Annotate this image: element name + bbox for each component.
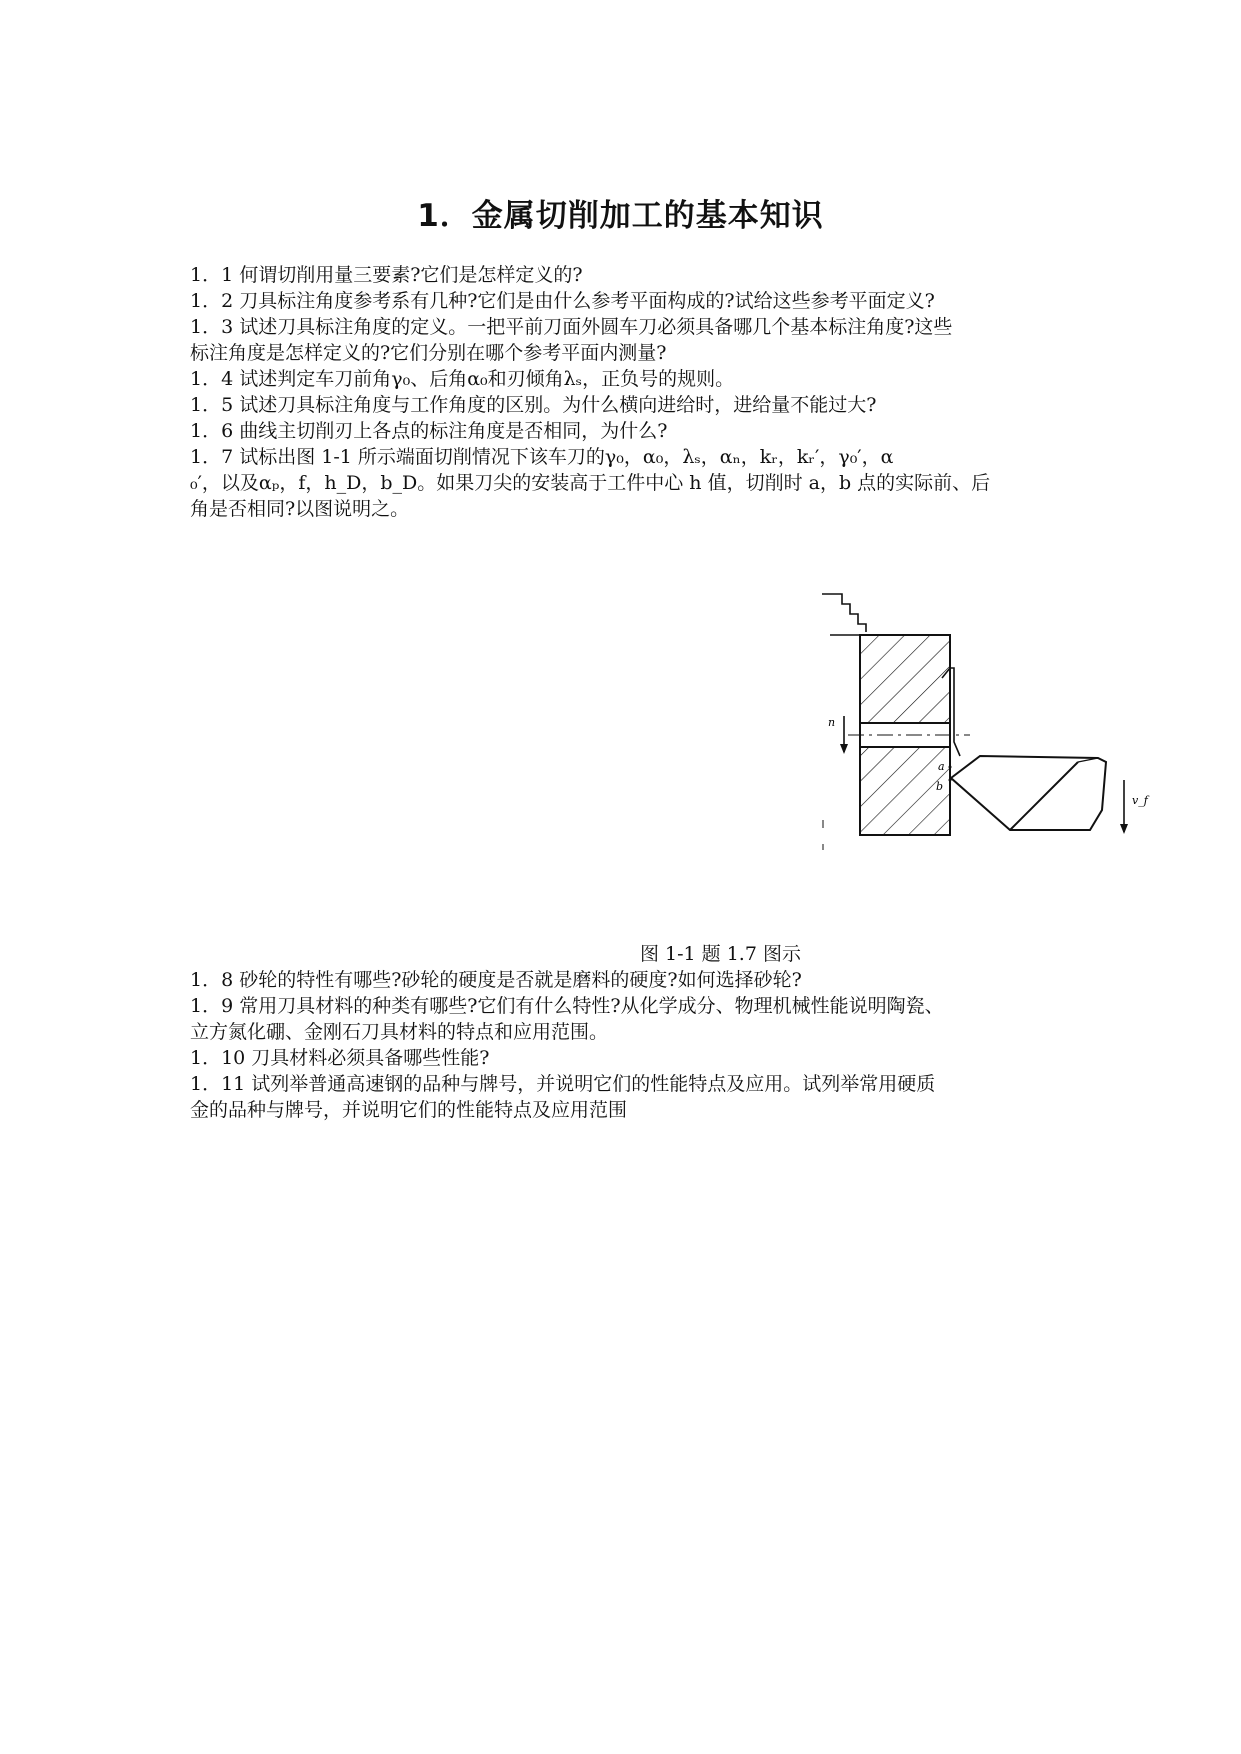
label-vf: v_f [1132,794,1148,807]
question-list-b [190,967,1070,1123]
question-1-1: 1．1 何谓切削用量三要素?它们是怎样定义的? [190,264,583,286]
question-1-4: 1．4 试述判定车刀前角γ₀、后角α₀和刃倾角λₛ，正负号的规则。 [190,368,735,390]
question-1-11-cont: 金的品种与牌号，并说明它们的性能特点及应用范围 [190,1099,628,1121]
workpiece-upper [860,635,950,723]
question-list-a [190,262,1070,522]
question-1-2: 1．2 刀具标注角度参考系有几种?它们是由什么参考平面构成的?试给这些参考平面定义? [190,290,935,312]
question-1-8: 1．8 砂轮的特性有哪些?砂轮的硬度是否就是磨料的硬度?如何选择砂轮? [190,969,802,991]
question-1-3: 1．3 试述刀具标注角度的定义。一把平前刀面外圆车刀必须具备哪几个基本标注角度?这些 [190,316,953,338]
question-1-9: 1．9 常用刀具材料的种类有哪些?它们有什么特性?从化学成分、物理机械性能说明陶瓷、 [190,995,944,1017]
question-1-10: 1．10 刀具材料必须具备哪些性能? [190,1047,490,1069]
label-a: a [938,760,945,773]
figure-1-1 [820,592,1190,892]
label-b: b [936,780,944,793]
question-1-3-cont: 标注角度是怎样定义的?它们分别在哪个参考平面内测量? [190,342,667,364]
question-1-5: 1．5 试述刀具标注角度与工作角度的区别。为什么横向进给时，进给量不能过大? [190,394,877,416]
question-1-11: 1．11 试列举普通高速钢的品种与牌号，并说明它们的性能特点及应用。试列举常用硬质 [190,1073,936,1095]
question-1-7: 1．7 试标出图 1-1 所示端面切削情况下该车刀的γ₀，α₀，λₛ，αₙ，kᵣ，kᵣ′，γ₀′，α [190,446,894,468]
label-n: n [828,716,836,729]
question-1-7-cont: ₀′，以及αₚ，f，h_D，b_D。如果刀尖的安装高于工件中心 h 值，切削时 a，b 点的实际前、后 [190,472,991,494]
figure-caption: 图 1-1 题 1.7 图示 [640,943,801,965]
turning-tool [951,756,1106,830]
question-1-9-cont: 立方氮化硼、金刚石刀具材料的特点和应用范围。 [190,1021,609,1043]
break-line [822,594,866,632]
face-turning-diagram [820,592,1190,892]
question-1-7-cont2: 角是否相同?以图说明之。 [190,498,410,520]
question-1-6: 1．6 曲线主切削刃上各点的标注角度是否相同，为什么? [190,420,668,442]
page-title: 1．金属切削加工的基本知识 [417,198,824,234]
